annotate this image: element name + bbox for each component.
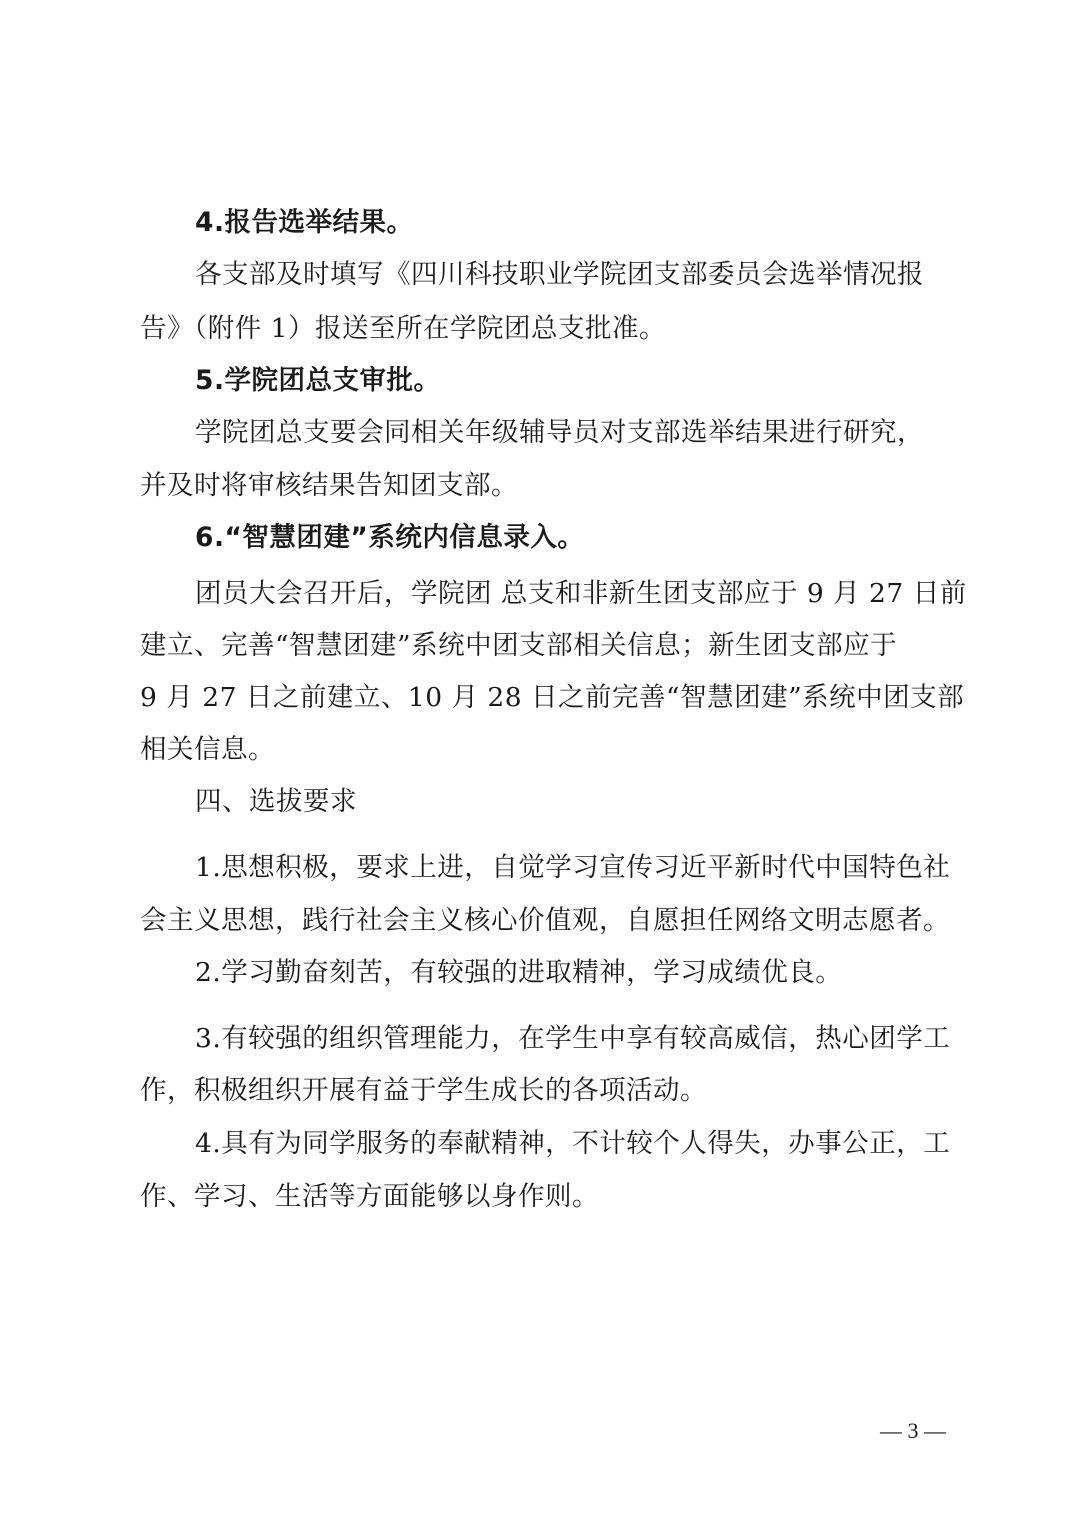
- section-6-title: 6.“智慧团建”系统内信息录入。: [195, 522, 585, 553]
- paragraph-line: 建立、完善“智慧团建”系统中团支部相关信息；新生团支部应于: [140, 630, 898, 661]
- paragraph-line: 9 月 27 日之前建立、10 月 28 日之前完善“智慧团建”系统中团支部: [140, 682, 965, 713]
- paragraph-line: 会主义思想，践行社会主义核心价值观，自愿担任网络文明志愿者。: [140, 905, 950, 936]
- paragraph-line: 1.思想积极，要求上进，自觉学习宣传习近平新时代中国特色社: [195, 852, 951, 883]
- paragraph-line: 各支部及时填写《四川科技职业学院团支部委员会选举情况报: [195, 259, 924, 290]
- paragraph-line: 作，积极组织开展有益于学生成长的各项活动。: [140, 1075, 707, 1106]
- page-number: — 3 —: [880, 1418, 946, 1443]
- paragraph-line: 告》（附件 1）报送至所在学院团总支批准。: [140, 313, 667, 344]
- paragraph-line: 4.具有为同学服务的奉献精神，不计较个人得失，办事公正，工: [195, 1128, 951, 1159]
- paragraph-line: 2.学习勤奋刻苦，有较强的进取精神，学习成绩优良。: [195, 957, 843, 988]
- paragraph-line: 相关信息。: [140, 734, 275, 765]
- paragraph-line: 学院团总支要会同相关年级辅导员对支部选举结果进行研究，: [195, 417, 924, 448]
- paragraph-line: 作、学习、生活等方面能够以身作则。: [140, 1181, 599, 1212]
- section-heading-requirements: 四、选拔要求: [195, 786, 357, 817]
- paragraph-line: 团员大会召开后，学院团 总支和非新生团支部应于 9 月 27 日前: [195, 578, 967, 609]
- section-5-title: 5.学院团总支审批。: [195, 365, 441, 396]
- paragraph-line: 3.有较强的组织管理能力，在学生中享有较高威信，热心团学工: [195, 1023, 951, 1054]
- paragraph-line: 并及时将审核结果告知团支部。: [140, 470, 518, 501]
- section-4-title: 4.报告选举结果。: [195, 207, 414, 238]
